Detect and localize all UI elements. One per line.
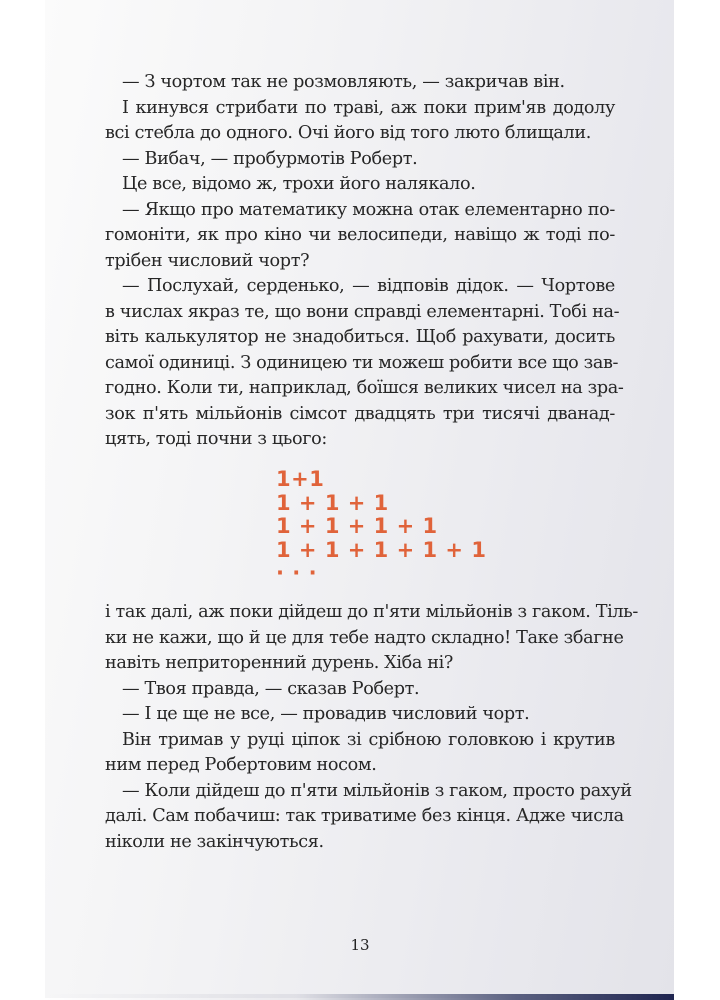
text-line: навіть неприторенний дурень. Хіба ні? (105, 653, 454, 673)
text-line: цять, тоді почни з цього: (105, 429, 327, 449)
math-row: 1 + 1 + 1 + 1 + 1 (276, 537, 487, 562)
ellipsis-dots: · · · (276, 561, 318, 585)
text-line: ним перед Робертовим носом. (105, 755, 377, 775)
text-line: ніколи не закінчуються. (105, 831, 324, 852)
body-text-bottom (105, 600, 639, 855)
text-line: віть калькулятор не знадобиться. Щоб рахувати, досить (105, 327, 615, 347)
text-line: — З чортом так не розмовляють, — закричав він. (122, 72, 565, 92)
text-line: Це все, відомо ж, трохи його налякало. (122, 174, 476, 194)
text-line: всі стебла до одного. Очі його від того люто блищали. (105, 123, 591, 143)
text-line: годно. Коли ти, наприклад, боїшся великих чисел на зра- (105, 378, 624, 398)
text-line: І кинувся стрибати по траві, аж поки прим'яв додолу (122, 97, 615, 118)
text-line: — І це ще не все, — провадив числовий чорт. (122, 704, 530, 724)
text-line: — Послухай, серденько, — відповів дідок. — Чортове (122, 276, 615, 296)
math-row: 1+1 (276, 467, 325, 491)
text-line: зок п'ять мільйонів сімсот двадцять три тисячі дванад- (105, 403, 615, 424)
text-line: далі. Сам побачиш: так триватиме без кінця. Адже числа (105, 806, 624, 826)
text-line: гомоніти, як про кіно чи велосипеди, навіщо ж тоді по- (105, 225, 615, 245)
text-line: самої одиниці. З одиницею ти можеш робити все що зав- (105, 352, 619, 373)
math-row: 1 + 1 + 1 (276, 490, 389, 515)
text-line: в числах якраз те, що вони справді елементарні. Тобі на- (105, 301, 620, 322)
page-number: 13 (350, 936, 370, 954)
text-line: і так далі, аж поки дійдеш до п'яти мільйонів з гаком. Тіль- (105, 602, 639, 622)
text-line: ки не кажи, що й це для тебе надто складно! Таке збагне (105, 627, 624, 648)
body-text-top (105, 70, 624, 453)
text-line: — Коли дійдеш до п'яти мільйонів з гаком, просто рахуй (122, 780, 632, 801)
page-bottom-edge (45, 994, 674, 1000)
math-illustration (276, 468, 486, 586)
text-line: — Якщо про математику можна отак елементарно по- (122, 199, 615, 220)
text-line: трібен числовий чорт? (105, 250, 310, 271)
text-line: Він тримав у руці ціпок зі срібною головкою і крутив (122, 729, 615, 750)
text-line: — Вибач, — пробурмотів Роберт. (122, 148, 418, 169)
math-row: 1 + 1 + 1 + 1 (276, 514, 438, 538)
text-line: — Твоя правда, — сказав Роберт. (122, 678, 420, 699)
